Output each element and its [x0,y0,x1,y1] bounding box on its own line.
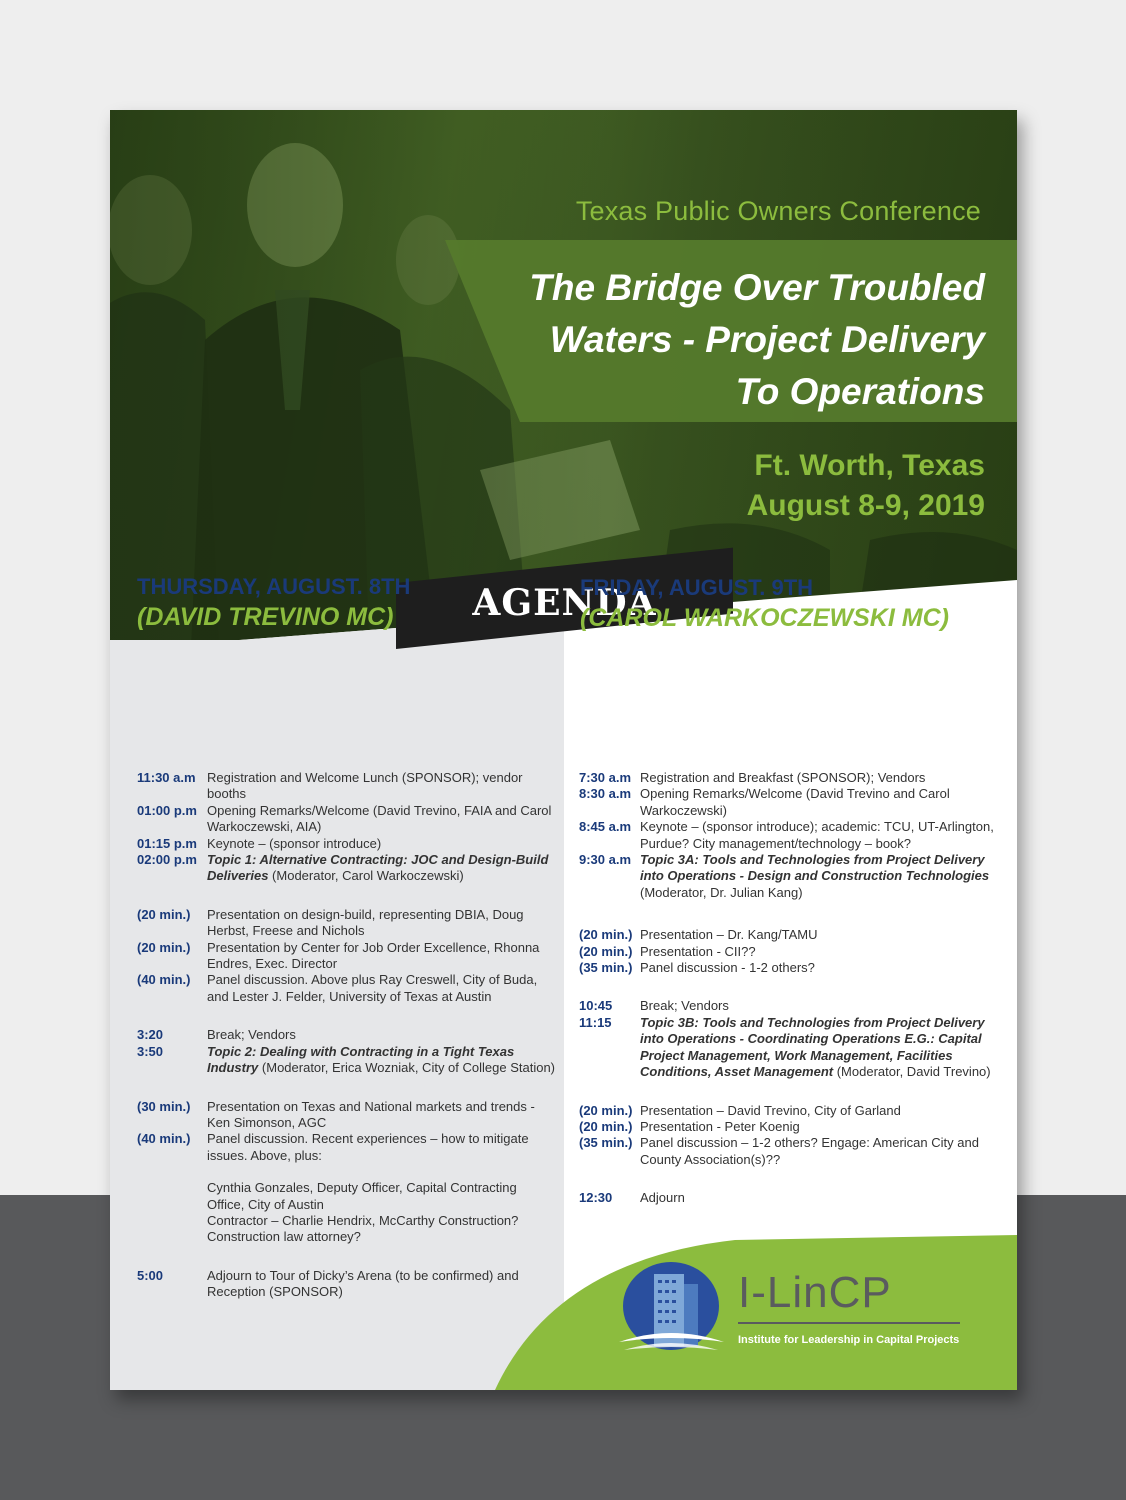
agenda-banner-label: AGENDA [472,582,657,624]
agenda-desc: Registration and Breakfast (SPONSOR); Vendors [640,770,926,785]
agenda-item [137,1131,557,1164]
agenda-desc: Panel discussion – 1-2 others? Engage: American City and County Association(s)?? [640,1135,979,1167]
organization-logo [738,1268,960,1346]
agenda-item [579,927,999,943]
agenda-desc: Opening Remarks/Welcome (David Trevino, FAIA and Carol Warkoczewski, AIA) [207,802,552,835]
agenda-time: 10:45 [579,998,613,1014]
agenda-desc: Break; Vendors [207,1027,296,1043]
agenda-item [137,1044,557,1077]
agenda-item [579,944,999,960]
friday-agenda [579,770,999,1207]
agenda-time: (20 min.) [579,927,633,943]
agenda-time: (20 min.) [579,1102,633,1118]
agenda-desc: Adjourn to Tour of Dicky’s Arena (to be confirmed) and Reception (SPONSOR) [207,1267,519,1300]
agenda-time: (30 min.) [137,1098,191,1114]
agenda-desc: Presentation – David Trevino, City of Garland [640,1102,901,1118]
agenda-time: 01:00 p.m [137,802,197,818]
friday-day: FRIDAY, AUGUST. 9TH [580,575,814,600]
agenda-desc: Registration and Welcome Lunch (SPONSOR); vendor booths [207,770,523,802]
agenda-item [137,852,557,885]
agenda-time: (20 min.) [137,906,191,922]
agenda-item [579,786,999,819]
agenda-topic: Topic 3A: Tools and Technologies from Project Delivery into Operations - Design and Construction Technologies [640,852,990,884]
agenda-time: 01:15 p.m [137,835,197,851]
agenda-item [137,803,557,836]
agenda-item [137,1027,557,1043]
agenda-item [579,1135,999,1168]
agenda-desc: Presentation on Texas and National markets and trends - Ken Simonson, AGC [207,1098,535,1130]
agenda-item [137,1213,557,1246]
agenda-time: 5:00 [137,1267,164,1283]
agenda-desc [640,1015,999,1081]
agenda-desc: Opening Remarks/Welcome (David Trevino and Carol Warkoczewski) [640,786,950,818]
thursday-mc: (DAVID TREVINO MC) [137,603,394,631]
agenda-time: (40 min.) [137,1131,191,1147]
agenda-item [579,1190,999,1206]
agenda-item [137,836,557,852]
agenda-item [137,1268,557,1301]
agenda-item [579,1119,999,1135]
event-title [465,262,985,418]
agenda-time: (35 min.) [579,960,633,976]
agenda-moderator: (Moderator, Dr. Julian Kang) [640,884,803,900]
agenda-desc: Contractor – Charlie Hendrix, McCarthy Construction? Construction law attorney? [207,1212,519,1245]
event-title-line: To Operations [735,371,985,412]
agenda-desc: Presentation by Center for Job Order Excellence, Rhonna Endres, Exec. Director [207,939,540,972]
thursday-day: THURSDAY, AUGUST. 8TH [137,574,411,599]
agenda-topic: Topic 1: Alternative Contracting: JOC and Design-Build Deliveries [207,852,549,884]
agenda-desc: Presentation - Peter Koenig [640,1118,800,1134]
agenda-time: 12:30 [579,1190,613,1206]
agenda-time: (20 min.) [579,943,633,959]
agenda-time: (35 min.) [579,1135,633,1151]
thursday-agenda [137,770,557,1301]
agenda-item [137,940,557,973]
agenda-time: (20 min.) [137,939,191,955]
agenda-moderator: (Moderator, Erica Wozniak, City of College Station) [258,1060,556,1076]
friday-header [580,574,1000,634]
agenda-item [137,1099,557,1132]
agenda-time: 11:30 a.m [137,770,196,785]
event-dates: August 8-9, 2019 [746,489,985,522]
agenda-topic: Topic 3B: Tools and Technologies from Project Delivery into Operations - Coordinating Operations E.G.: Capital Project Management, Work Management, Facilities Conditions, Asset Management [640,1014,985,1080]
logo-name: I-LinCP [738,1268,892,1317]
agenda-moderator: (Moderator, David Trevino) [833,1064,991,1080]
agenda-desc: Cynthia Gonzales, Deputy Officer, Capital Contracting Office, City of Austin [207,1180,517,1212]
agenda-time: 7:30 a.m [579,770,632,785]
agenda-time [137,1180,207,1213]
conference-name: Texas Public Owners Conference [575,196,981,226]
building-logo-icon [614,1262,729,1362]
event-location-dates [747,446,985,526]
event-location: Ft. Worth, Texas [754,449,985,482]
agenda-item [137,1180,557,1213]
agenda-time: 9:30 a.m [579,852,632,868]
agenda-item [579,1103,999,1119]
agenda-item [137,770,557,803]
agenda-moderator: (Moderator, Carol Warkoczewski) [268,868,464,884]
agenda-desc [207,852,557,885]
agenda-desc: Adjourn [640,1190,685,1206]
agenda-time [137,1213,207,1246]
agenda-item [579,852,999,901]
agenda-topic: Topic 2: Dealing with Contracting in a Tight Texas Industry [207,1043,515,1076]
agenda-desc [207,1044,557,1077]
agenda-desc: Keynote – (sponsor introduce); academic: TCU, UT-Arlington, Purdue? City management/technology – book? [640,819,994,851]
agenda-time: 02:00 p.m [137,852,197,868]
agenda-item [137,907,557,940]
agenda-time: 8:30 a.m [579,786,632,802]
thursday-header [137,573,557,633]
agenda-time: 8:45 a.m [579,819,632,835]
agenda-item [579,1015,999,1081]
agenda-item [579,819,999,852]
agenda-time: (20 min.) [579,1118,633,1134]
agenda-desc: Break; Vendors [640,998,729,1014]
agenda-time: (40 min.) [137,972,191,988]
event-title-line: Waters - Project Delivery [549,319,985,360]
agenda-desc: Panel discussion - 1-2 others? [640,960,815,976]
agenda-item [579,998,999,1014]
agenda-item [137,972,557,1005]
agenda-desc: Presentation on design-build, representing DBIA, Doug Herbst, Freese and Nichols [207,906,524,939]
friday-mc: (CAROL WARKOCZEWSKI MC) [580,604,949,632]
agenda-item [579,960,999,976]
agenda-desc: Panel discussion. Above plus Ray Creswell, City of Buda, and Lester J. Felder, University of Texas at Austin [207,972,538,1004]
agenda-desc: Panel discussion. Recent experiences – how to mitigate issues. Above, plus: [207,1131,529,1163]
agenda-desc [640,852,999,901]
event-title-line: The Bridge Over Troubled [529,267,985,308]
logo-tagline: Institute for Leadership in Capital Projects [738,1334,960,1346]
agenda-time: 11:15 [579,1014,612,1030]
agenda-item [579,770,999,786]
agenda-desc: Keynote – (sponsor introduce) [207,835,382,851]
agenda-time: 3:50 [137,1043,164,1059]
logo-underline [738,1322,960,1324]
agenda-desc: Presentation – Dr. Kang/TAMU [640,927,818,943]
agenda-desc: Presentation - CII?? [640,943,756,959]
agenda-time: 3:20 [137,1027,164,1043]
